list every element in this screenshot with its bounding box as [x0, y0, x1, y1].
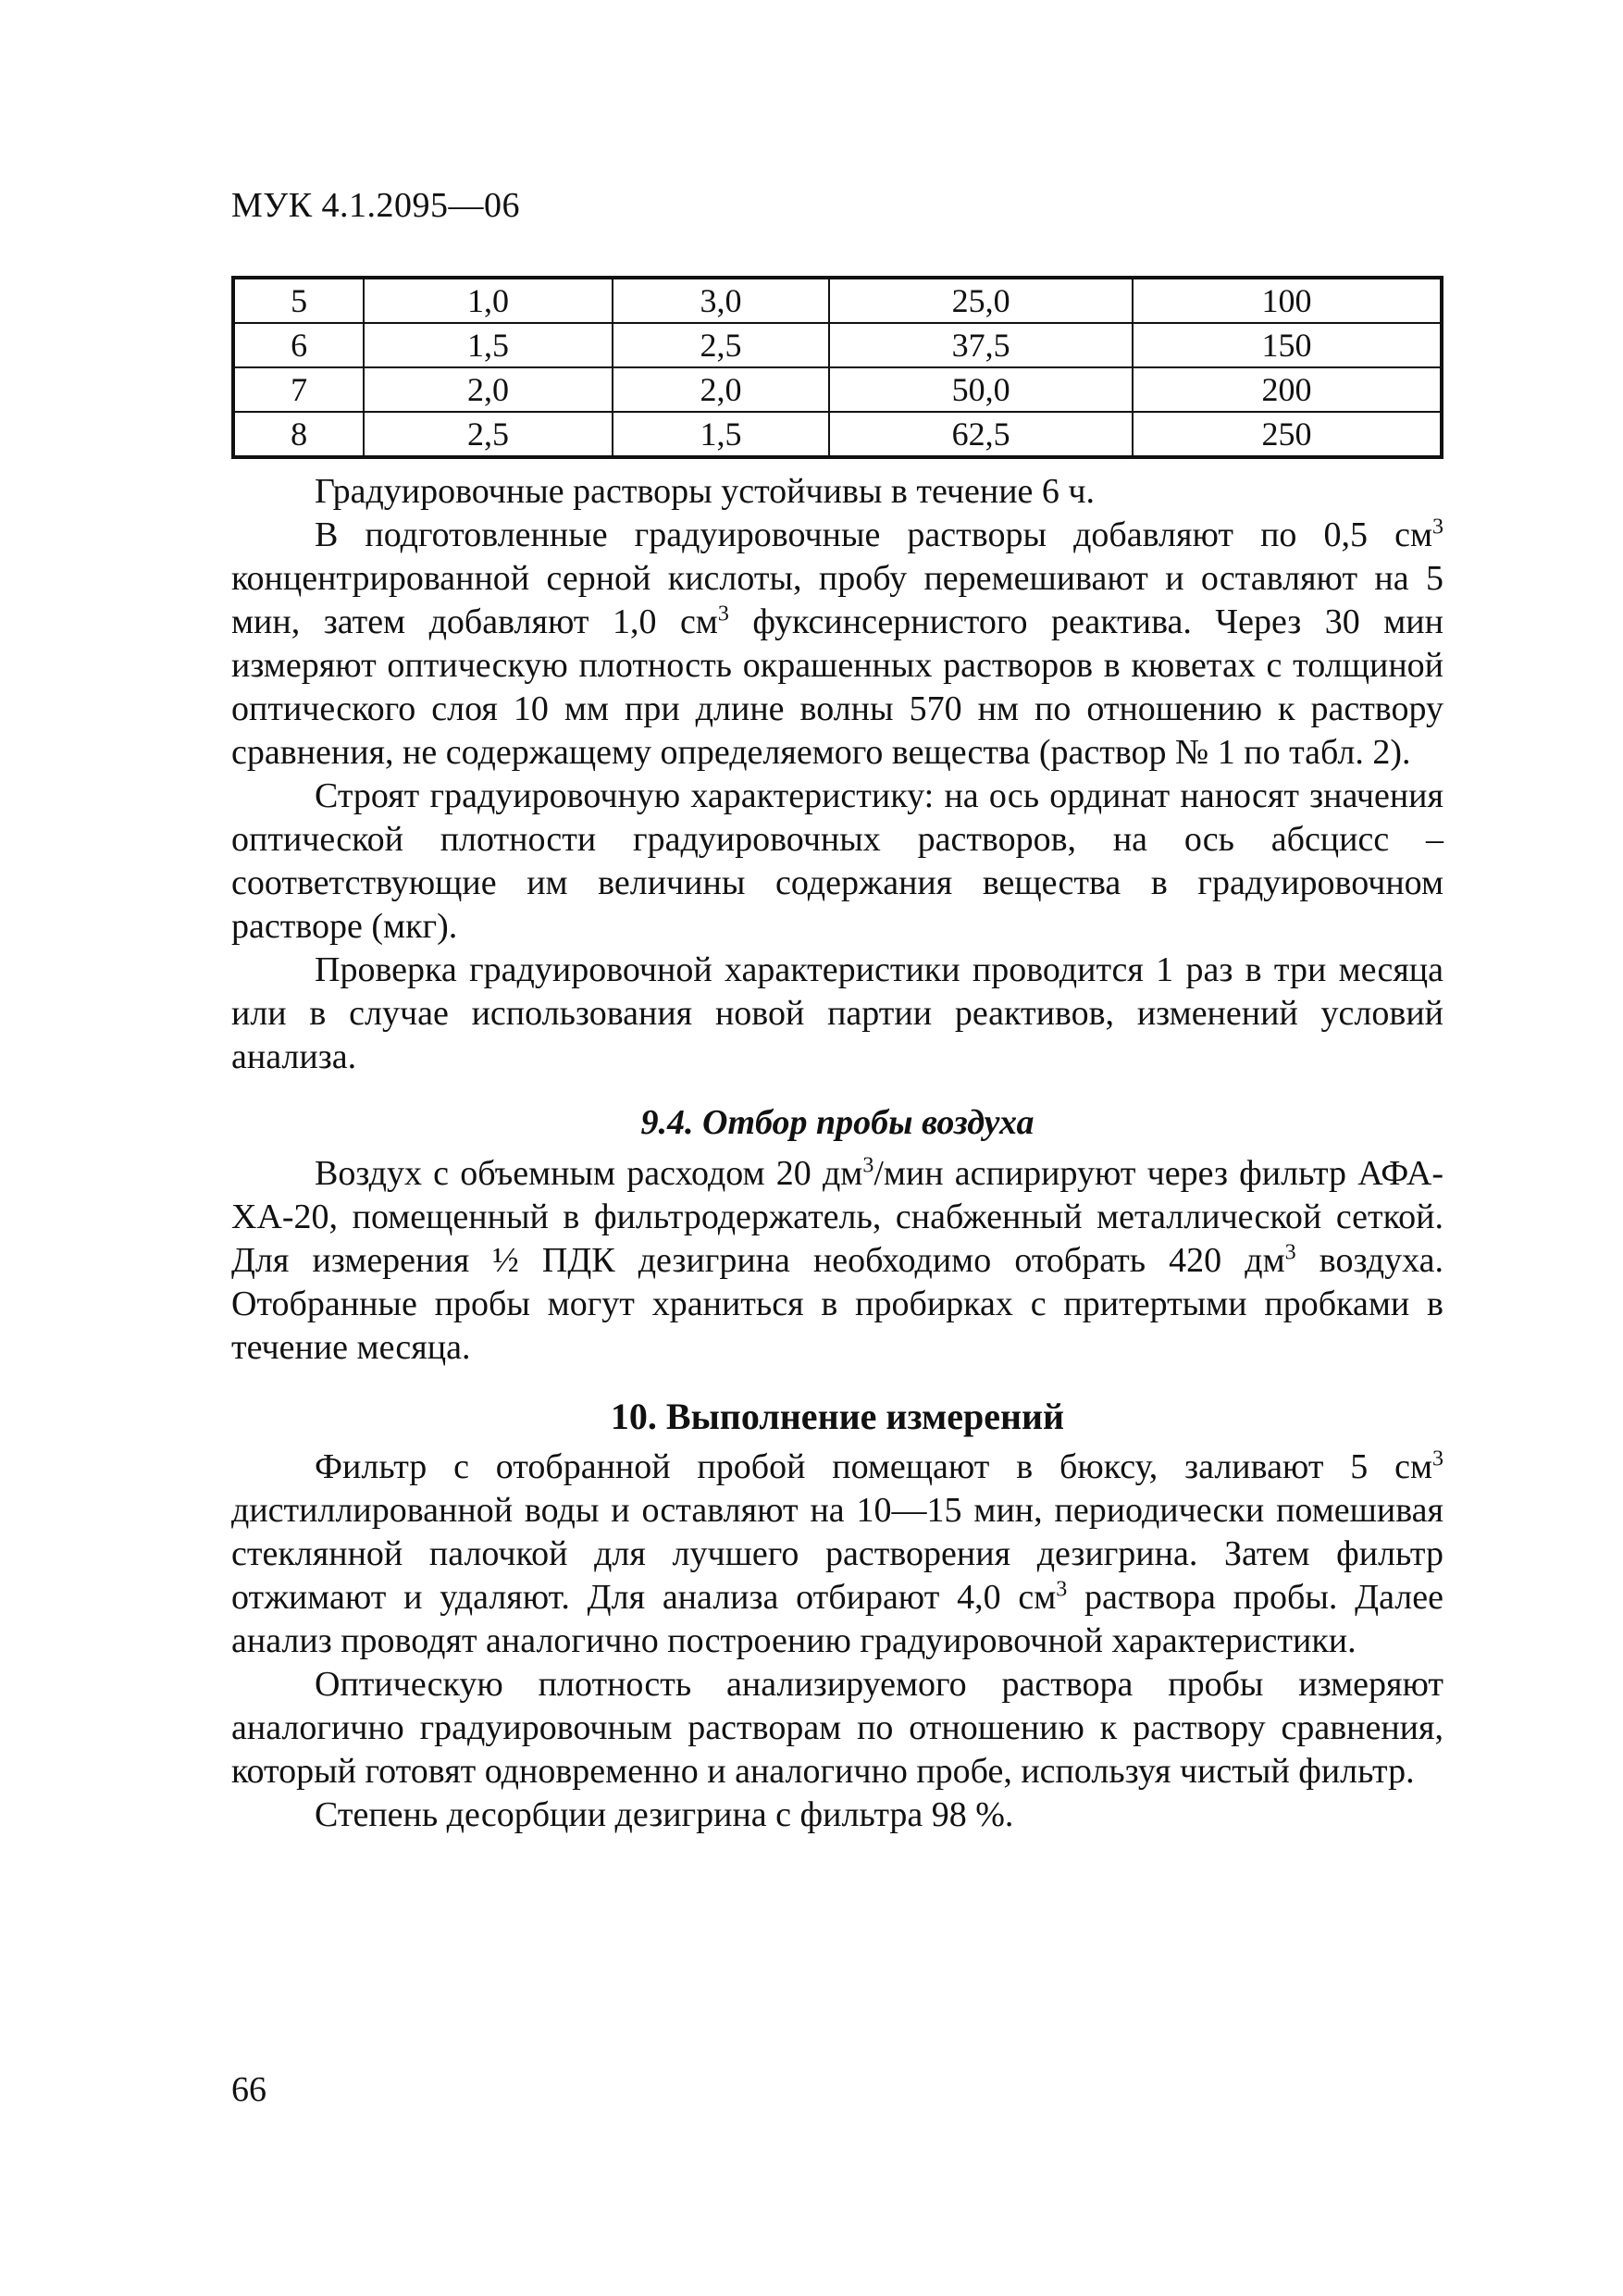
text-run: Воздух с объемным расходом 20 дм [315, 1154, 863, 1193]
text-run: концентрированной серной кислоты, пробу перемешивают и оставляют на 5 мин, затем добавляют 1,0 см [231, 559, 1443, 641]
document-header: МУК 4.1.2095—06 [231, 186, 521, 225]
superscript: 3 [1284, 1240, 1296, 1265]
paragraph-desorption: Степень десорбции дезигрина с фильтра 98 %. [315, 1795, 1014, 1834]
table-row [233, 367, 1442, 412]
table-cell: 5 [233, 278, 364, 323]
text-run: фуксинсернистого реактива. Через 30 мин измеряют оптическую плотность окрашенных растворов в кюветах с толщиной оптического слоя 10 мм при длине волны 570 нм по отношению к раствору сравнения, не содержащему определяемого вещества (раствор № 1 по табл. 2). [231, 602, 1443, 772]
table-cell: 7 [233, 367, 364, 412]
page-number: 66 [231, 2070, 266, 2109]
paragraph-verification: Проверка градуировочной характеристики проводится 1 раз в три месяца или в случае использования новой партии реактивов, изменений условий анализа. [231, 950, 1443, 1076]
table-cell: 6 [233, 323, 364, 367]
text-run: дистиллированной воды и оставляют на 10—15 мин, периодически помешивая стеклянной палочкой для лучшего растворения дезигрина. Затем фильтр отжимают и удаляют. Для анализа отбирают 4,0 см [231, 1491, 1443, 1617]
body-text [231, 470, 1443, 1837]
paragraph-calibration: Строят градуировочную характеристику: на ось ординат наносят значения оптической плотности градуировочных растворов, на ось абсцисс – соответствующие им величины содержания вещества в градуировочном растворе (мкг). [231, 776, 1443, 946]
text-run: воздуха. Отобранные пробы могут храниться в пробирках с притертыми пробками в течение месяца. [231, 1241, 1443, 1367]
table-cell: 8 [233, 412, 364, 457]
paragraph-air-sampling [231, 1152, 1443, 1370]
superscript: 3 [1432, 1446, 1443, 1471]
table-cell: 100 [1133, 278, 1442, 323]
table-cell: 37,5 [829, 323, 1133, 367]
text-run: Фильтр с отобранной пробой помещают в бюксу, заливают 5 см [315, 1447, 1432, 1486]
table-row [233, 278, 1442, 323]
superscript: 3 [862, 1153, 874, 1178]
table-cell: 2,0 [613, 367, 829, 412]
paragraph-preparation [231, 514, 1443, 775]
paragraph-stability: Градуировочные растворы устойчивы в течение 6 ч. [315, 472, 1096, 511]
table-row [233, 323, 1442, 367]
section-heading: 10. Выполнение измерений [610, 1396, 1065, 1437]
table-cell: 250 [1133, 412, 1442, 457]
superscript: 3 [1056, 1577, 1068, 1602]
text-run: раствора пробы. Далее анализ проводят аналогично построению градуировочной характеристики. [231, 1578, 1443, 1660]
table-cell: 1,0 [364, 278, 613, 323]
table-cell: 3,0 [613, 278, 829, 323]
subsection-heading: 9.4. Отбор пробы воздуха [640, 1103, 1035, 1142]
table-row [233, 412, 1442, 457]
paragraph-filter [231, 1446, 1443, 1663]
table-cell: 2,5 [364, 412, 613, 457]
table-cell: 25,0 [829, 278, 1133, 323]
table-cell: 62,5 [829, 412, 1133, 457]
table-cell: 200 [1133, 367, 1442, 412]
table-cell: 150 [1133, 323, 1442, 367]
text-run: В подготовленные градуировочные растворы добавляют по 0,5 см [315, 515, 1432, 554]
table-cell: 1,5 [364, 323, 613, 367]
table-cell: 50,0 [829, 367, 1133, 412]
superscript: 3 [717, 602, 729, 627]
table-cell: 2,0 [364, 367, 613, 412]
table-cell: 1,5 [613, 412, 829, 457]
table-cell: 2,5 [613, 323, 829, 367]
text-run: /мин аспирируют через фильтр АФА-ХА-20, помещенный в фильтродержатель, снабженный металлической сеткой. Для измерения ½ ПДК дезигрина необходимо отобрать 420 дм [231, 1154, 1443, 1280]
paragraph-optical-density: Оптическую плотность анализируемого раствора пробы измеряют аналогично градуировочным растворам по отношению к раствору сравнения, который готовят одновременно и аналогично пробе, используя чистый фильтр. [231, 1665, 1443, 1791]
calibration-table [231, 276, 1443, 459]
superscript: 3 [1432, 515, 1443, 540]
